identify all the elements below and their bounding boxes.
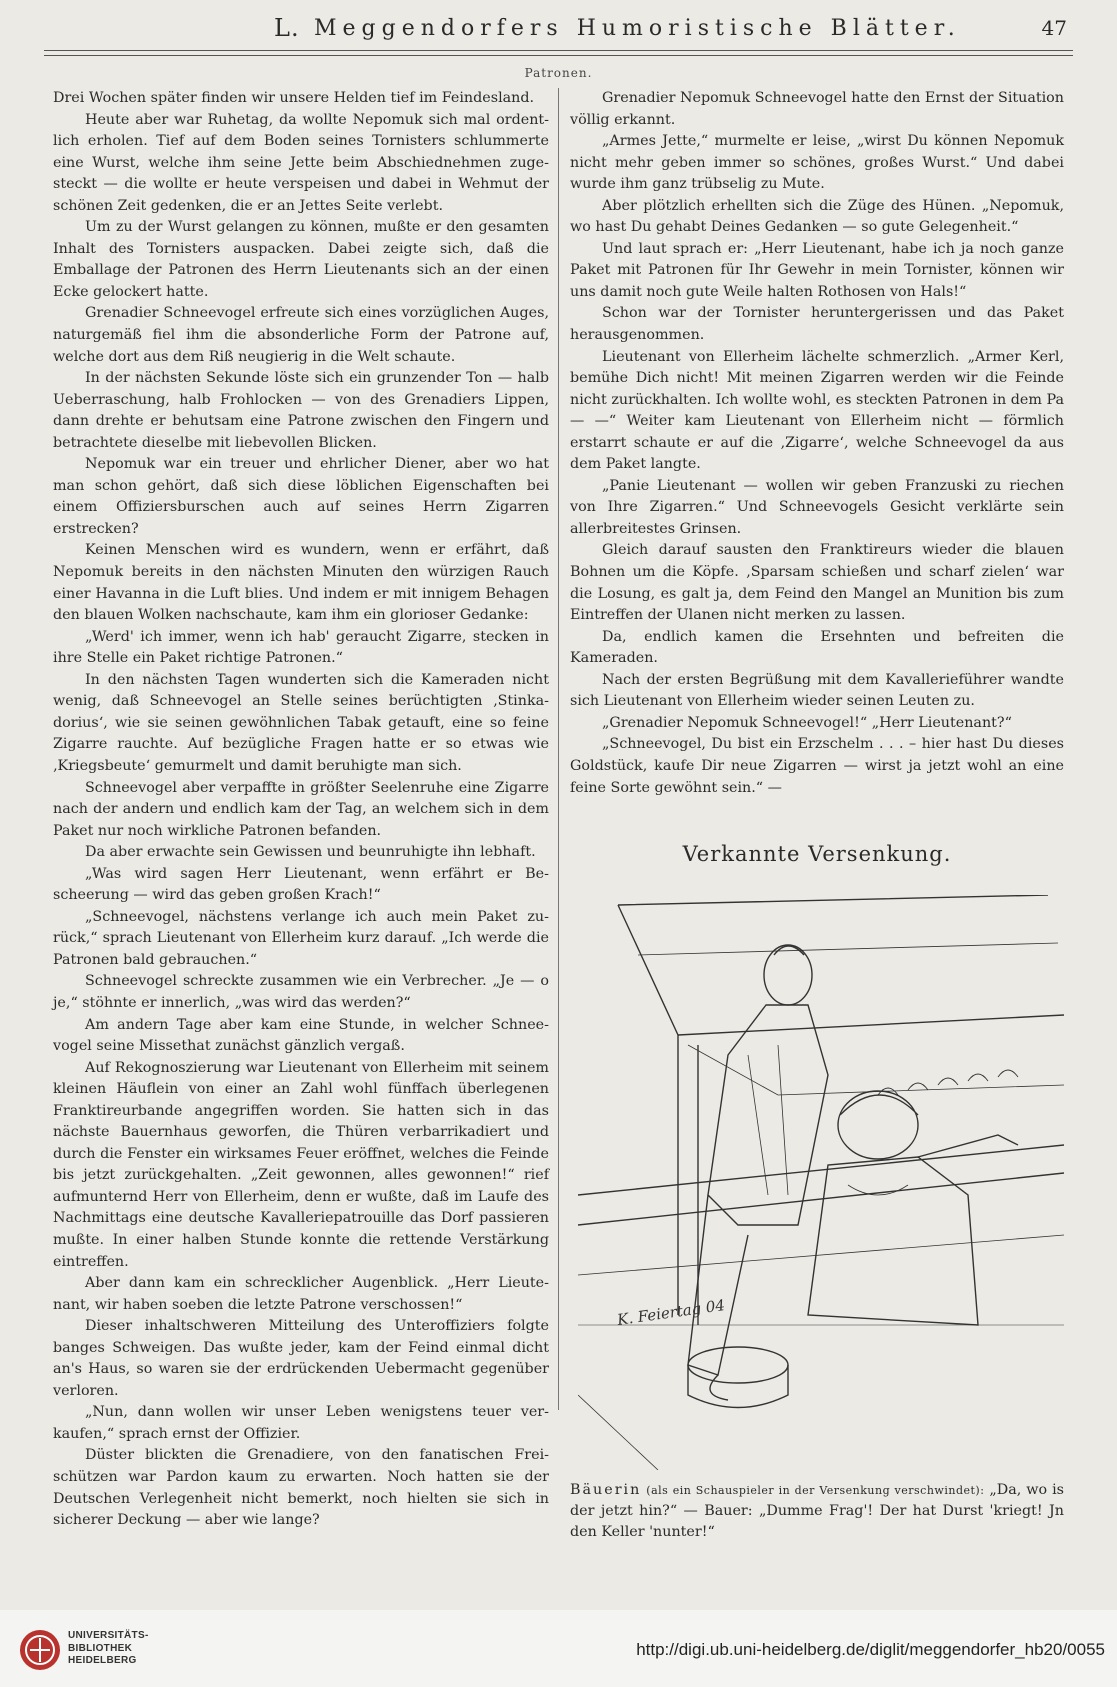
- caption-dialogue: „Da, wo is der jetzt hin?“ — Bauer: „Dumme Frag'! Der hat Durst 'kriegt! Jn den Keller 'nunter!“: [570, 1482, 1065, 1540]
- paragraph: Und laut sprach er: „Herr Lieutenant, habe ich ja noch ganze Paket mit Patronen für Ihr Gewehr in mein Tornister, können wir uns damit noch gute Weile halten Rothosen von Hals!“: [570, 240, 1064, 300]
- paragraph: Nepomuk war ein treuer und ehrlicher Diener, aber wo hat man schon gehört, daß sich diese löblichen Eigenschaften bei einem Offiziersburschen auch auf seines Herrn Zigarren erstrecken?: [53, 456, 549, 537]
- paragraph: „Schneevogel, Du bist ein Erzschelm . . . – hier hast Du dieses Goldstück, kaufe Dir neue Zigarren — wirst ja jetzt wohl an eine feine Sorte gewöhnt sein.“ —: [570, 736, 1064, 796]
- paragraph: „Schneevogel, nächstens verlange ich auch mein Paket zurück,“ sprach Lieutenant von Ellerheim kurz darauf. „Ich werde die Patronen bald gebrauchen.“: [53, 908, 549, 968]
- paragraph: Auf Rekognoszierung war Lieutenant von Ellerheim mit seinem kleinen Häuflein von einer an Zahl wohl fünffach überlegenen Franktireurbande angegriffen worden. Sie hatten sich in das nächste Bauernhaus geworfen, die Thüren verbarrikadiert und durch die Fenster ein wirksames Feuer eröffnet, welches die Feinde bis jetzt zurückgehalten. „Zeit gewonnen, alles gewonnen!“ rief aufmunternd Herr von Ellerheim, denn er wußte, daß im Laufe des Nachmittags eine deutsche Kavalleriepatrouille das Dorf passieren mußte. In einer halben Stunde konnte die rettende Verstärkung eintreffen.: [53, 1059, 549, 1270]
- page-number: 47: [1041, 16, 1067, 40]
- page-header: [44, 12, 1073, 48]
- paragraph: „Werd' ich immer, wenn ich hab' geraucht Zigarre, stecken in ihre Stelle ein Paket richtige Patronen.“: [53, 628, 549, 667]
- footer-bar: [0, 1610, 1117, 1687]
- paragraph: Aber plötzlich erhellten sich die Züge des Hünen. „Nepomuk, wo hast Du gehabt Deines Gedanken — so gute Gelegenheit.“: [570, 197, 1064, 236]
- paragraph: Gleich darauf sausten den Franktireurs wieder die blauen Bohnen um die Köpfe. ‚Sparsam schießen und scharf zielen‘ war die Losung, es galt ja, dem Feind den Mangel an Munition bis zum Eintreffen der Ulanen nicht merken zu lassen.: [570, 542, 1064, 624]
- source-url[interactable]: http://digi.ub.uni-heidelberg.de/diglit/meggendorfer_hb20/0055: [636, 1640, 1105, 1659]
- right-column: [570, 88, 1064, 799]
- paragraph: „Nun, dann wollen wir unser Leben wenigstens teuer verkaufen,“ sprach ernst der Offizier.: [53, 1404, 549, 1442]
- left-column: [53, 88, 549, 1532]
- paragraph: „Was wird sagen Herr Lieutenant, wenn erfährt er Bescheerung — wird das geben großen Krach!“: [53, 865, 549, 904]
- cartoon-caption: [570, 1480, 1064, 1543]
- paragraph: In den nächsten Tagen wunderten sich die Kameraden nicht wenig, daß Schneevogel an Stelle seines berüchtigten ‚Stinkadorius‘, wie sie seinen gewöhnlichen Tabak getauft, eine so feine Zigarre rauchte. Auf bezügliche Fragen hatte er so etwas wie ‚Kriegsbeute‘ gemurmelt und damit beruhigte man sich.: [53, 671, 549, 774]
- paragraph: „Panie Lieutenant — wollen wir geben Franzuski zu riechen von Ihre Zigarren.“ Und Schneevogels Gesicht verklärte sein allerbreitestes Grinsen.: [570, 477, 1064, 537]
- paragraph: Aber dann kam ein schrecklicher Augenblick. „Herr Lieutenant, wir haben soeben die letzte Patrone verschossen!“: [53, 1275, 549, 1313]
- paragraph: Schneevogel schreckte zusammen wie ein Verbrecher. „Je — o je,“ stöhnte er innerlich, „was wird das werden?“: [53, 973, 549, 1011]
- university-seal-icon: [18, 1628, 62, 1672]
- library-name: [68, 1630, 149, 1668]
- paragraph: Grenadier Nepomuk Schneevogel hatte den Ernst der Situation völlig erkannt.: [570, 90, 1064, 128]
- header-initial: L.: [274, 14, 300, 42]
- library-line: BIBLIOTHEK: [68, 1642, 133, 1654]
- paragraph: Heute aber war Ruhetag, da wollte Nepomuk sich mal ordentlich erholen. Tief auf dem Boden seines Tornisters schlummerte eine Wurst, welche ihm seine Jette beim Abschiednehmen zugesteckt — die wollte er heute verspeisen und dabei in Wehmut der schönen Zeit gedenken, die er an Jettes Seite verlebt.: [53, 111, 549, 214]
- section-label: Patronen.: [524, 66, 593, 80]
- paragraph: Da aber erwachte sein Gewissen und beunruhigte ihn lebhaft.: [85, 844, 536, 861]
- paragraph: Dieser inhaltschweren Mitteilung des Unteroffiziers folgte banges Schweigen. Das wußte jeder, kam der Feind einmal dicht an's Haus, so waren sie der erdrückenden Uebermacht gegenüber verloren.: [53, 1318, 549, 1399]
- paragraph: Düster blickten die Grenadiere, von den fanatischen Freischützen war Pardon kaum zu erwarten. Noch hatten sie der Deutschen Verlegenheit nicht bemerkt, noch hielten sie sich in sicherer Deckung — aber wie lange?: [53, 1447, 549, 1529]
- caption-speaker: Bäuerin: [570, 1482, 642, 1498]
- paragraph: Da, endlich kamen die Ersehnten und befreiten die Kameraden.: [570, 628, 1064, 667]
- header-rule: [44, 50, 1073, 56]
- paragraph: „Armes Jette,“ murmelte er leise, „wirst Du können Nepomuk nicht mehr geben immer so schönes, großes Wurst.“ Und dabei wurde ihm ganz trübselig zu Mute.: [570, 133, 1064, 193]
- paragraph: „Grenadier Nepomuk Schneevogel!“ „Herr Lieutenant?“: [602, 714, 1012, 731]
- library-line: HEIDELBERG: [68, 1655, 137, 1666]
- paragraph: Um zu der Wurst gelangen zu können, mußte er den gesamten Inhalt des Tornisters auspacken. Dabei zeigte sich, daß die Emballage der Patronen des Herrn Lieutenants sich an der einen Ecke gelockert hatte.: [53, 219, 549, 300]
- library-line: UNIVERSITÄTS-: [68, 1630, 149, 1641]
- paragraph: Nach der ersten Begrüßung mit dem Kavallerieführer wandte sich Lieutenant von Ellerheim wieder seinen Leuten zu.: [570, 671, 1064, 710]
- paragraph: Schneevogel aber verpaffte in größter Seelenruhe eine Zigarre nach der andern und endlich kam der Tag, an welchem sich in dem Paket nur noch wirkliche Patronen befanden.: [53, 779, 549, 839]
- paragraph: Keinen Menschen wird es wundern, wenn er erfährt, daß Nepomuk bereits in den nächsten Minuten den würzigen Rauch einer Havanna in die Luft blies. Und indem er mit innigem Behagen den blauen Wolken nachschaute, kam ihm ein glorioser Gedanke:: [53, 542, 549, 624]
- paragraph: Drei Wochen später finden wir unsere Helden tief im Feindesland.: [53, 90, 535, 106]
- paragraph: Am andern Tage aber kam eine Stunde, in welcher Schneevogel seine Missethat zunächst gänzlich vergaß.: [53, 1016, 549, 1055]
- paragraph: Schon war der Tornister heruntergerissen und das Paket herausgenommen.: [570, 305, 1064, 344]
- paragraph: Grenadier Schneevogel erfreute sich eines vorzüglichen Auges, naturgemäß fiel ihm die absonderliche Form der Patrone auf, welche dort aus dem Riß neugierig in die Welt schaute.: [53, 305, 549, 365]
- paragraph: In der nächsten Sekunde löste sich ein grunzender Ton — halb Ueberraschung, halb Frohlocken — von des Grenadiers Lippen, dann drehte er behutsam eine Patrone zwischen den Fingern und betrachtete dieselbe mit liebevollen Blicken.: [53, 370, 549, 451]
- cartoon-illustration: [578, 895, 1064, 1470]
- paragraph: Lieutenant von Ellerheim lächelte schmerzlich. „Armer Kerl, bemühe Dich nicht! Mit meinen Zigarren werden wir die Feinde nicht zurückhalten. Ich wollte wohl, es steckten Patronen in dem Pa — —“ Weiter kam Lieutenant von Ellerheim nicht — förmlich erstarrt schaute er auf die ‚Zigarre‘, welche Schneevogel da aus dem Paket langte.: [570, 348, 1064, 473]
- header-title: Meggendorfers Humoristische Blätter.: [314, 16, 961, 41]
- caption-stage-direction: (als ein Schauspieler in der Versenkung verschwindet):: [646, 1484, 985, 1497]
- cartoon-title: Verkannte Versenkung.: [682, 842, 952, 866]
- artist-signature: K. Feiertag 04: [616, 1296, 726, 1329]
- column-divider: [558, 88, 559, 1410]
